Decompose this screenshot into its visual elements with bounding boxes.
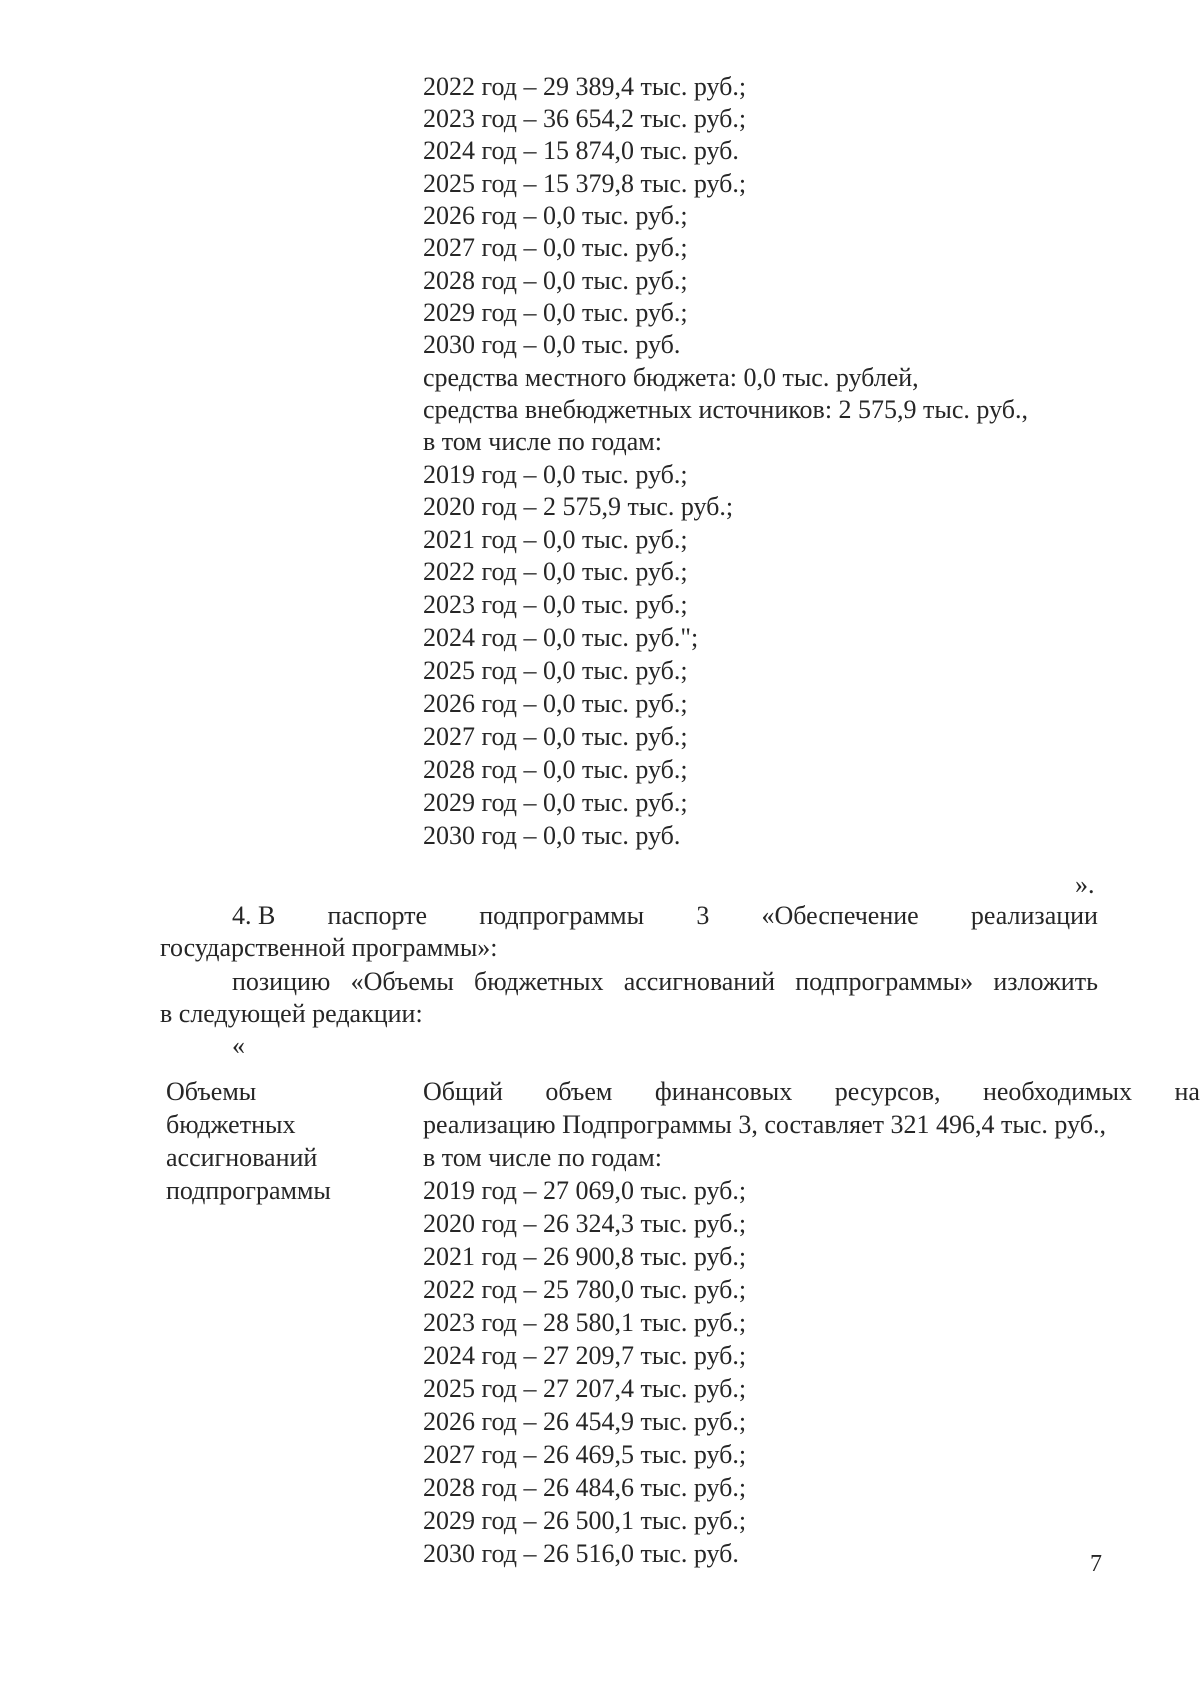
table-right-line: 2021 год – 26 900,8 тыс. руб.; (423, 1242, 747, 1271)
text-line: 2021 год – 0,0 тыс. руб.; (423, 525, 688, 554)
word: позицию (232, 967, 331, 996)
word: подпрограммы» (795, 967, 974, 996)
table-right-line: 2023 год – 28 580,1 тыс. руб.; (423, 1308, 747, 1337)
table-left-label: Объемы (166, 1077, 257, 1106)
text-line: 2026 год – 0,0 тыс. руб.; (423, 201, 688, 230)
word: бюджетных (474, 967, 604, 996)
text-line: средства местного бюджета: 0,0 тыс. рублей, (423, 363, 919, 392)
text-line: 2022 год – 0,0 тыс. руб.; (423, 557, 688, 586)
text-line: 2023 год – 36 654,2 тыс. руб.; (423, 104, 747, 133)
table-right-line: 2030 год – 26 516,0 тыс. руб. (423, 1539, 739, 1568)
text-line: 2019 год – 0,0 тыс. руб.; (423, 460, 688, 489)
text-line: 2027 год – 0,0 тыс. руб.; (423, 233, 688, 262)
word: необходимых (982, 1077, 1132, 1106)
text-line: в том числе по годам: (423, 427, 662, 456)
table-right-line: 2024 год – 27 209,7 тыс. руб.; (423, 1341, 747, 1370)
table-right-line: 2019 год – 27 069,0 тыс. руб.; (423, 1176, 747, 1205)
text-line: 2022 год – 29 389,4 тыс. руб.; (423, 72, 747, 101)
word: на (1174, 1077, 1200, 1106)
table-right-line: 2028 год – 26 484,6 тыс. руб.; (423, 1473, 747, 1502)
word: паспорте (327, 901, 428, 930)
table-right-line: 2025 год – 27 207,4 тыс. руб.; (423, 1374, 747, 1403)
table-right-line: 2026 год – 26 454,9 тыс. руб.; (423, 1407, 747, 1436)
table-right-line: 2022 год – 25 780,0 тыс. руб.; (423, 1275, 747, 1304)
text-line: 2028 год – 0,0 тыс. руб.; (423, 755, 688, 784)
text-line: 2029 год – 0,0 тыс. руб.; (423, 298, 688, 327)
word: 3 (696, 901, 710, 930)
text-line: 2025 год – 0,0 тыс. руб.; (423, 656, 688, 685)
item4-line1 (232, 901, 1098, 931)
item4-line4: в следующей редакции: (160, 999, 423, 1028)
word: изложить (993, 967, 1098, 996)
word: объем (545, 1077, 613, 1106)
table-right-line: в том числе по годам: (423, 1143, 662, 1172)
text-line: 2025 год – 15 379,8 тыс. руб.; (423, 169, 747, 198)
word: ассигнований (623, 967, 776, 996)
text-line: 2024 год – 0,0 тыс. руб."; (423, 623, 699, 652)
text-line: средства внебюджетных источников: 2 575,9 тыс. руб., (423, 395, 1028, 424)
word: Общий (423, 1077, 503, 1106)
word: ресурсов, (834, 1077, 941, 1106)
table-right-line1 (423, 1077, 1200, 1107)
text-line: 2030 год – 0,0 тыс. руб. (423, 821, 681, 850)
closing-quote: ». (1075, 870, 1095, 899)
table-left-label: бюджетных (166, 1110, 296, 1139)
table-right-line: реализацию Подпрограммы 3, составляет 321 496,4 тыс. руб., (423, 1110, 1106, 1139)
text-line: 2028 год – 0,0 тыс. руб.; (423, 266, 688, 295)
page-number: 7 (1090, 1551, 1102, 1577)
text-line: 2030 год – 0,0 тыс. руб. (423, 330, 681, 359)
text-line: 2020 год – 2 575,9 тыс. руб.; (423, 492, 734, 521)
table-right-line: 2027 год – 26 469,5 тыс. руб.; (423, 1440, 747, 1469)
word: 4. В (232, 901, 276, 930)
word: «Объемы (350, 967, 454, 996)
word: подпрограммы (479, 901, 645, 930)
table-right-line: 2029 год – 26 500,1 тыс. руб.; (423, 1506, 747, 1535)
text-line: 2023 год – 0,0 тыс. руб.; (423, 590, 688, 619)
text-line: 2026 год – 0,0 тыс. руб.; (423, 689, 688, 718)
table-left-label: подпрограммы (166, 1176, 331, 1205)
word: реализации (970, 901, 1098, 930)
table-left-label: ассигнований (166, 1143, 318, 1172)
text-line: 2024 год – 15 874,0 тыс. руб. (423, 136, 739, 165)
word: «Обеспечение (761, 901, 919, 930)
text-line: 2027 год – 0,0 тыс. руб.; (423, 722, 688, 751)
word: финансовых (654, 1077, 793, 1106)
item4-line2: государственной программы»: (160, 933, 498, 962)
table-right-line: 2020 год – 26 324,3 тыс. руб.; (423, 1209, 747, 1238)
text-line: 2029 год – 0,0 тыс. руб.; (423, 788, 688, 817)
item4-line3 (232, 967, 1098, 997)
open-quote: « (232, 1031, 245, 1060)
